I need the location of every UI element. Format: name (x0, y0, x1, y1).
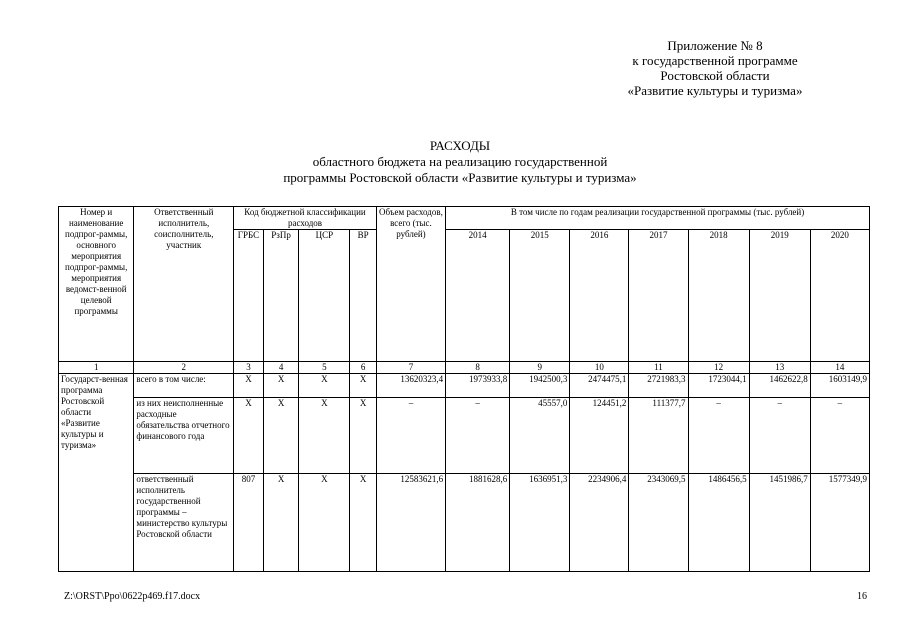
year-cell: – (810, 398, 869, 474)
index-cell: 2 (134, 362, 234, 374)
table-row (59, 474, 870, 572)
index-cell: 5 (299, 362, 350, 374)
index-cell: 10 (570, 362, 629, 374)
csr-cell: X (299, 474, 350, 572)
header-name: Номер и наименование подпрог-раммы, основного мероприятия подпрог-раммы, мероприятия ведомст-венной целевой программы (59, 207, 134, 362)
year-cell: 1603149,9 (810, 374, 869, 398)
year-cell: 1577349,9 (810, 474, 869, 572)
header-executor: Ответственный исполнитель, соисполнитель, участник (134, 207, 234, 362)
total-cell: – (376, 398, 445, 474)
header-years: В том числе по годам реализации государственной программы (тыс. рублей) (446, 207, 870, 230)
column-index-row (59, 362, 870, 374)
index-cell: 14 (810, 362, 869, 374)
vr-cell: X (350, 374, 376, 398)
executor-cell: из них неисполненные расходные обязательства отчетного финансового года (134, 398, 234, 474)
total-cell: 13620323,4 (376, 374, 445, 398)
title-line: РАСХОДЫ (429, 138, 491, 153)
index-cell: 8 (446, 362, 510, 374)
index-cell: 4 (263, 362, 299, 374)
grbs-cell: X (234, 398, 264, 474)
year-cell: 2343069,5 (629, 474, 688, 572)
page-number: 16 (857, 591, 867, 602)
expenses-table (58, 206, 870, 572)
rzpr-cell: X (263, 474, 299, 572)
header-vr: ВР (350, 230, 376, 362)
table-row (59, 398, 870, 474)
year-cell: 1881628,6 (446, 474, 510, 572)
appendix-block (565, 38, 865, 98)
vr-cell: X (350, 398, 376, 474)
title-line: областного бюджета на реализацию государственной (312, 154, 608, 169)
year-cell: 2474475,1 (570, 374, 629, 398)
title-line: программы Ростовской области «Развитие культуры и туризма» (283, 170, 637, 185)
index-cell: 13 (749, 362, 810, 374)
index-cell: 11 (629, 362, 688, 374)
year-cell: 2721983,3 (629, 374, 688, 398)
header-year: 2016 (570, 230, 629, 362)
appendix-line: Ростовской области (660, 68, 770, 83)
index-cell: 9 (510, 362, 570, 374)
header-kbk: Код бюджетной классификации расходов (234, 207, 377, 230)
index-cell: 3 (234, 362, 264, 374)
header-rzpr: РзПр (263, 230, 299, 362)
rzpr-cell: X (263, 374, 299, 398)
year-cell: 1462622,8 (749, 374, 810, 398)
year-cell: – (749, 398, 810, 474)
csr-cell: X (299, 398, 350, 474)
index-cell: 7 (376, 362, 445, 374)
year-cell: – (446, 398, 510, 474)
file-path: Z:\ORST\Ppo\0622p469.f17.docx (64, 591, 201, 602)
header-year: 2017 (629, 230, 688, 362)
index-cell: 1 (59, 362, 134, 374)
grbs-cell: X (234, 374, 264, 398)
header-year: 2019 (749, 230, 810, 362)
year-cell: 2234906,4 (570, 474, 629, 572)
program-name-cell: Государст-венная программа Ростовской области «Развитие культуры и туризма» (59, 374, 134, 572)
table-row (59, 374, 870, 398)
executor-cell: всего в том числе: (134, 374, 234, 398)
document-title (60, 138, 860, 186)
appendix-line: к государственной программе (632, 53, 798, 68)
year-cell: 1486456,5 (688, 474, 749, 572)
header-grbs: ГРБС (234, 230, 264, 362)
csr-cell: X (299, 374, 350, 398)
header-year: 2015 (510, 230, 570, 362)
year-cell: – (688, 398, 749, 474)
header-total: Объем расходов, всего (тыс. рублей) (376, 207, 445, 362)
total-cell: 12583621,6 (376, 474, 445, 572)
appendix-line: Приложение № 8 (667, 38, 763, 53)
vr-cell: X (350, 474, 376, 572)
grbs-cell: 807 (234, 474, 264, 572)
executor-cell: ответственный исполнитель государственной программы – министерство культуры Ростовской области (134, 474, 234, 572)
year-cell: 1451986,7 (749, 474, 810, 572)
year-cell: 1723044,1 (688, 374, 749, 398)
year-cell: 1636951,3 (510, 474, 570, 572)
year-cell: 45557,0 (510, 398, 570, 474)
index-cell: 12 (688, 362, 749, 374)
header-csr: ЦСР (299, 230, 350, 362)
index-cell: 6 (350, 362, 376, 374)
year-cell: 124451,2 (570, 398, 629, 474)
year-cell: 1942500,3 (510, 374, 570, 398)
rzpr-cell: X (263, 398, 299, 474)
header-year: 2020 (810, 230, 869, 362)
year-cell: 111377,7 (629, 398, 688, 474)
year-cell: 1973933,8 (446, 374, 510, 398)
header-year: 2018 (688, 230, 749, 362)
appendix-line: «Развитие культуры и туризма» (627, 83, 803, 98)
header-year: 2014 (446, 230, 510, 362)
